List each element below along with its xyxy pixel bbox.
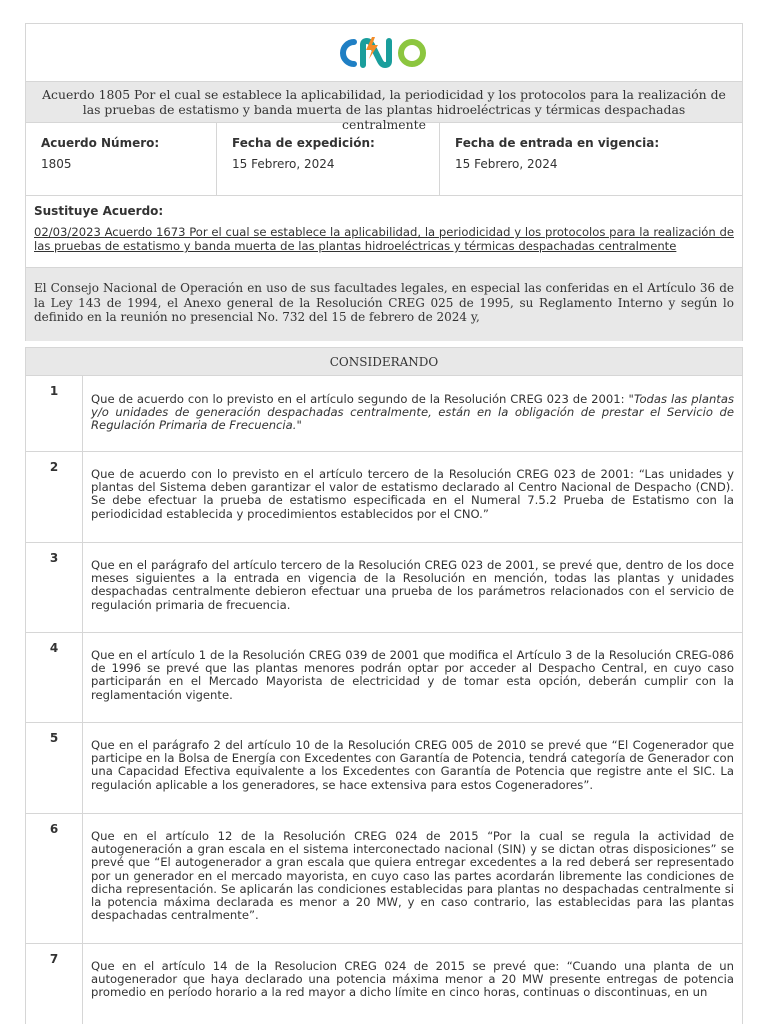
meta-value: 15 Febrero, 2024 xyxy=(232,157,335,171)
considerando-row xyxy=(26,633,742,723)
logo-row xyxy=(26,24,742,81)
meta-label: Fecha de entrada en vigencia: xyxy=(455,136,660,150)
row-text: Que de acuerdo con lo previsto en el artículo tercero de la Resolución CREG 023 de 2001: “Las unidades y plantas del Sistema deben garantizar el valor de estatismo declarado al Centro Nacional de Despacho (CND). Se debe efectuar la prueba de estatismo especificada en el Numeral 7.5.2 Prueba de Estatismo con la periodicidad establecida y procedimientos establecidos por el CNO.” xyxy=(91,467,734,521)
row-text: Que en el artículo 1 de la Resolución CREG 039 de 2001 que modifica el Artículo 3 de la Resolución CREG-086 de 1996 se prevé que las plantas menores podrán optar por acceder al Despacho Central, en cuyo caso participarán en el Mercado Mayorista de electricidad y de tomar esta opción, deberán cumplir con la reglamentación vigente. xyxy=(91,648,734,702)
considerando-heading: CONSIDERANDO xyxy=(26,348,742,376)
considerando-row xyxy=(26,543,742,633)
row-text: Que en el parágrafo 2 del artículo 10 de la Resolución CREG 005 de 2010 se prevé que “El Cogenerador que participe en la Bolsa de Energía con Excedentes con Garantía de Potencia, tendrá categoría de Generador con una Capacidad Efectiva equivalente a los Excedentes con Garantía de Potencia que registre ante el SIC. La regulación aplicable a los generadores, se hace extensiva para estos Cogeneradores”. xyxy=(91,738,734,792)
meta-agreement-number xyxy=(26,123,217,195)
considerando-row xyxy=(26,452,742,543)
document-header-card xyxy=(25,23,743,341)
considerando-row xyxy=(26,814,742,944)
row-text: Que de acuerdo con lo previsto en el artículo segundo de la Resolución CREG 023 de 2001: "Todas las plantas y/o unidades de generación despachadas centralmente, están en la obligación de prestar el Servicio de Regulación Primaria de Frecuencia." xyxy=(91,392,734,433)
considerando-row xyxy=(26,376,742,452)
agreement-meta xyxy=(26,123,742,196)
row-number: 1 xyxy=(26,376,83,451)
considerando-row xyxy=(26,723,742,814)
cno-logo xyxy=(334,36,434,70)
meta-issue-date xyxy=(217,123,440,195)
row-number: 2 xyxy=(26,452,83,542)
substituted-agreement-link[interactable]: 02/03/2023 Acuerdo 1673 Por el cual se establece la aplicabilidad, la periodicidad y los protocolos para la realización de las pruebas de estatismo y banda muerta de las plantas hidroeléctricas y térmicas despachadas centralmente xyxy=(34,225,734,253)
considerando-table xyxy=(25,347,743,1024)
substitutes-section xyxy=(26,196,742,268)
agreement-title: Acuerdo 1805 Por el cual se establece la aplicabilidad, la periodicidad y los protocolos para la realización de las pruebas de estatismo y banda muerta de las plantas hidroeléctricas y térmicas despachadas centralmente xyxy=(26,81,742,123)
row-text: Que en el artículo 14 de la Resolucion CREG 024 de 2015 se prevé que: “Cuando una planta de un autogenerador que haya declarado una potencia máxima menor a 20 MW presente entregas de potencia promedio en período horario a la red mayor a dicho límite en cinco horas, continuas o discontinuas, en un xyxy=(91,959,734,1000)
row-number: 5 xyxy=(26,723,83,813)
meta-label: Fecha de expedición: xyxy=(232,136,375,150)
considerando-row xyxy=(26,944,742,1024)
substitutes-label: Sustituye Acuerdo: xyxy=(34,204,164,218)
row-text: Que en el parágrafo del artículo tercero de la Resolución CREG 023 de 2001, se prevé que, dentro de los doce meses siguientes a la entrada en vigencia de la Resolución en mención, todas las plantas y unidades despachadas centralmente debieron efectuar una prueba de los parámetros relacionados con el servicio de regulación primaria de frecuencia. xyxy=(91,558,734,612)
row-number: 3 xyxy=(26,543,83,632)
row-text: Que en el artículo 12 de la Resolución CREG 024 de 2015 “Por la cual se regula la actividad de autogeneración a gran escala en el sistema interconectado nacional (SIN) y se dictan otras disposiciones” se prevé que “El autogenerador a gran escala que quiera entregar excedentes a la red deberá ser representado por un generador en el mercado mayorista, en cuyo caso las partes acordarán libremente las condiciones de dicha representación. Se aplicarán las condiciones establecidas para plantas no despachadas centralmente si la potencia máxima declarada es menor a 20 MW, y en caso contrario, las establecidas para las plantas despachadas centralmente”. xyxy=(91,829,734,923)
meta-value: 15 Febrero, 2024 xyxy=(455,157,558,171)
intro-paragraph: El Consejo Nacional de Operación en uso de sus facultades legales, en especial las conferidas en el Artículo 36 de la Ley 143 de 1994, el Anexo general de la Resolución CREG 025 de 1995, su Reglamento Interno y según lo definido en la reunión no presencial No. 732 del 15 de febrero de 2024 y, xyxy=(26,268,742,341)
row-number: 7 xyxy=(26,944,83,1024)
row-number: 4 xyxy=(26,633,83,722)
meta-value: 1805 xyxy=(41,157,72,171)
meta-effective-date xyxy=(440,123,742,195)
row-number: 6 xyxy=(26,814,83,943)
meta-label: Acuerdo Número: xyxy=(41,136,160,150)
